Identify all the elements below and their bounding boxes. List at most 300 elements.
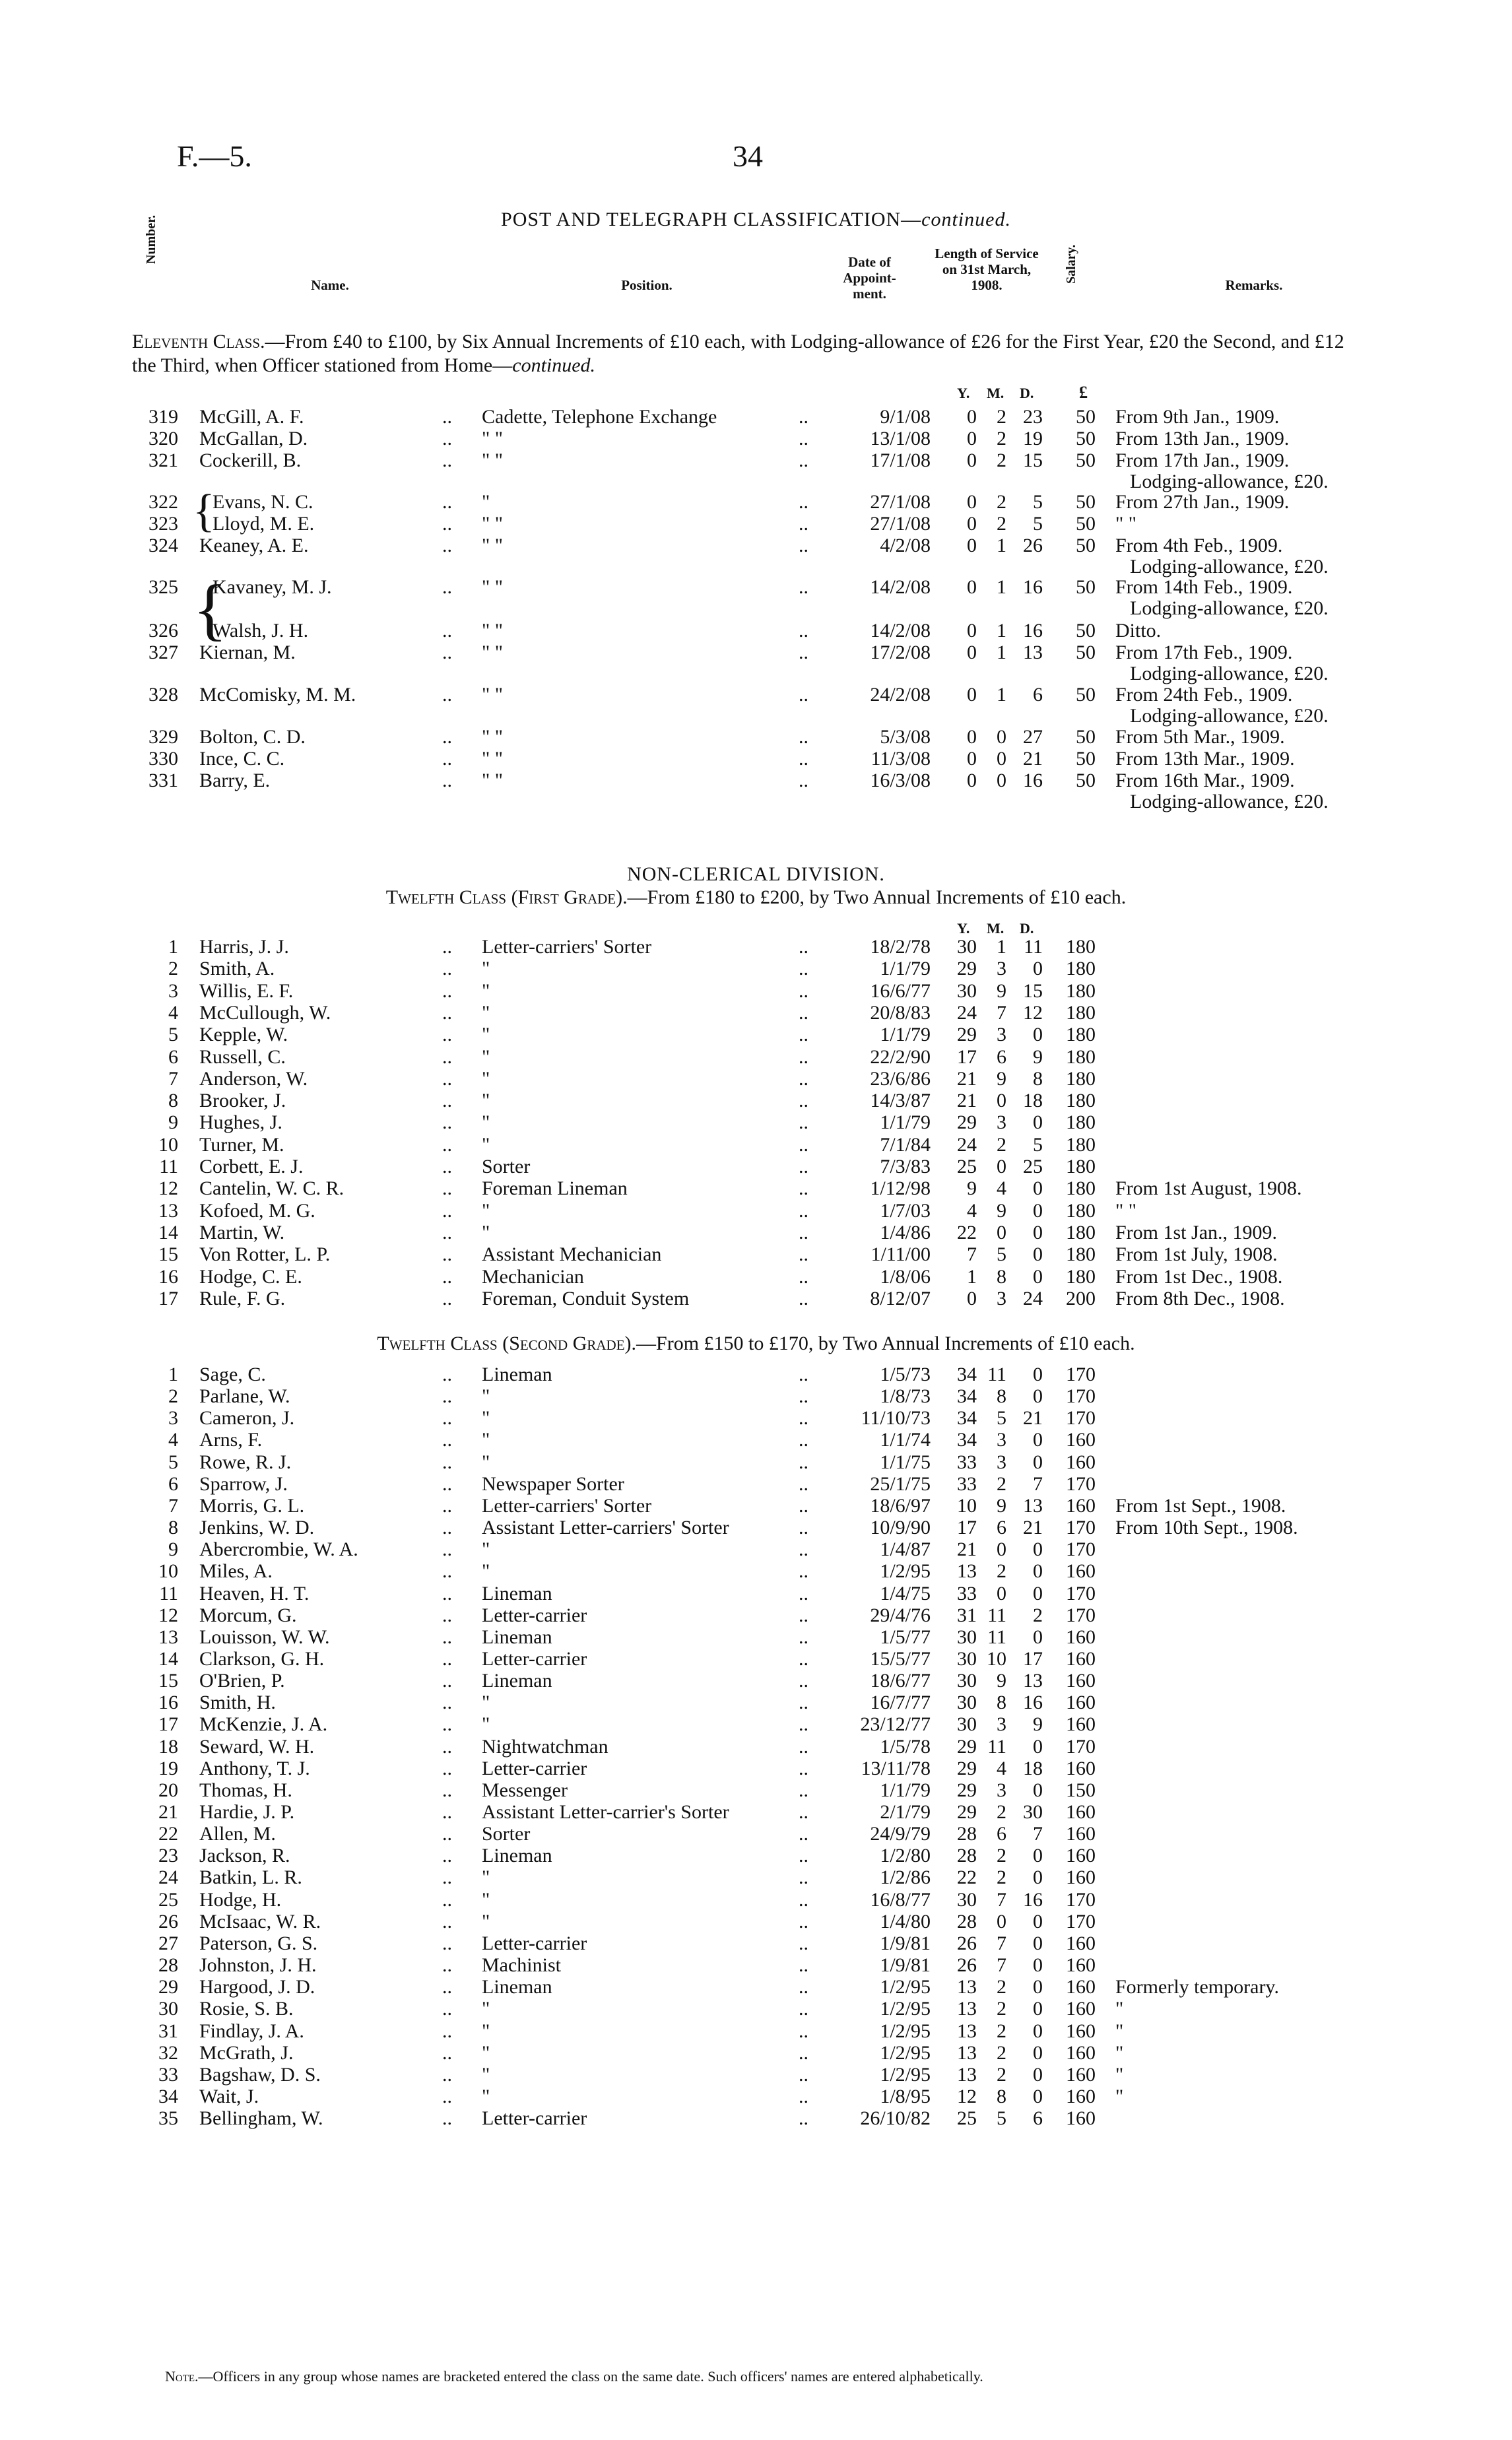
leader-dots: ..	[442, 1757, 452, 1779]
row-salary: 50	[1076, 642, 1096, 663]
row-years: 28	[957, 1910, 977, 1932]
table-row	[0, 1736, 1512, 1758]
row-appointment-date: 18/6/77	[870, 1670, 931, 1692]
table-row	[0, 684, 1512, 727]
row-position: "	[482, 1451, 490, 1473]
row-name: Bellingham, W.	[199, 2107, 323, 2130]
row-months: 11	[987, 1364, 1006, 1385]
table-row	[0, 513, 1512, 535]
leader-dots: ..	[442, 1713, 452, 1736]
row-months: 9	[997, 979, 1006, 1002]
row-months: 2	[997, 449, 1006, 471]
row-number: 32	[158, 2041, 178, 2064]
row-appointment-date: 1/5/73	[880, 1364, 931, 1385]
row-salary: 200	[1066, 1287, 1096, 1309]
row-number: 25	[158, 1888, 178, 1911]
row-years: 13	[957, 2041, 977, 2064]
row-number: 10	[158, 1133, 178, 1156]
row-days: 16	[1023, 620, 1043, 642]
table-row	[0, 1713, 1512, 1735]
leader-dots: ..	[799, 449, 808, 471]
row-years: 0	[967, 449, 977, 471]
row-months: 2	[997, 1560, 1006, 1583]
row-number: 15	[158, 1243, 178, 1266]
row-years: 13	[957, 1976, 977, 1998]
row-months: 0	[997, 770, 1006, 791]
row-position: Sorter	[482, 1823, 531, 1845]
leader-dots: ..	[799, 535, 808, 556]
leader-dots: ..	[442, 513, 452, 535]
table-row	[0, 1998, 1512, 2020]
twelfth-ymd-d: D.	[1020, 920, 1034, 937]
row-appointment-date: 17/2/08	[870, 642, 931, 663]
table-row	[0, 1429, 1512, 1451]
row-days: 0	[1033, 1779, 1043, 1801]
leader-dots: ..	[442, 576, 452, 598]
row-months: 5	[997, 1407, 1006, 1430]
row-years: 25	[957, 2107, 977, 2130]
row-remarks: From 1st Dec., 1908.	[1115, 1265, 1283, 1288]
row-remarks: From 9th Jan., 1909.	[1115, 406, 1280, 428]
eleventh-class-desc: —From £40 to £100, by Six Annual Increments of £10 each, with Lodging-allowance of £26 for the First Year, £20 the Second, and £12 the Third, when Officer stationed from Home—	[132, 331, 1344, 376]
row-name: McGrath, J.	[199, 2041, 294, 2064]
row-salary: 160	[1066, 1670, 1096, 1692]
row-years: 30	[957, 1692, 977, 1714]
page-title	[0, 209, 1512, 231]
row-days: 16	[1023, 576, 1043, 598]
row-position: "	[482, 1866, 490, 1889]
row-name: Cameron, J.	[199, 1407, 295, 1430]
row-appointment-date: 22/2/90	[870, 1045, 931, 1068]
row-position: "	[482, 1133, 490, 1156]
row-name: Hargood, J. D.	[199, 1976, 315, 1998]
row-appointment-date: 16/6/77	[870, 979, 931, 1002]
row-years: 26	[957, 1954, 977, 1977]
row-name: O'Brien, P.	[199, 1670, 285, 1692]
table-row	[0, 936, 1512, 958]
leader-dots: ..	[799, 1472, 808, 1495]
row-years: 22	[957, 1221, 977, 1243]
row-name: Lloyd, M. E.	[213, 513, 315, 535]
row-months: 2	[997, 1133, 1006, 1156]
row-name: Cockerill, B.	[199, 449, 302, 471]
twelfth-first-desc: —From £180 to £200, by Two Annual Increments of £10 each.	[627, 886, 1127, 908]
row-number: 12	[158, 1604, 178, 1626]
row-years: 12	[957, 2085, 977, 2107]
row-name: Allen, M.	[199, 1823, 276, 1845]
row-months: 2	[997, 1472, 1006, 1495]
leader-dots: ..	[799, 2063, 808, 2086]
row-number: 4	[168, 1429, 178, 1451]
row-days: 19	[1023, 428, 1043, 449]
page-number: 34	[733, 139, 763, 173]
leader-dots: ..	[799, 1692, 808, 1714]
row-number: 14	[158, 1221, 178, 1243]
row-position: "	[482, 1888, 490, 1911]
row-salary: 180	[1066, 1067, 1096, 1090]
leader-dots: ..	[442, 1801, 452, 1823]
row-salary: 160	[1066, 2063, 1096, 2086]
row-years: 17	[957, 1045, 977, 1068]
row-months: 8	[997, 1265, 1006, 1288]
row-salary: 160	[1066, 1845, 1096, 1867]
row-salary: 180	[1066, 979, 1096, 1002]
row-appointment-date: 8/12/07	[870, 1287, 931, 1309]
leader-dots: ..	[442, 1976, 452, 1998]
table-row	[0, 406, 1512, 428]
row-years: 29	[957, 1757, 977, 1779]
row-days: 16	[1023, 1692, 1043, 1714]
row-number: 6	[168, 1045, 178, 1068]
row-salary: 160	[1066, 2020, 1096, 2042]
row-years: 0	[967, 406, 977, 428]
row-position: Cadette, Telephone Exchange	[482, 406, 717, 428]
row-days: 21	[1023, 748, 1043, 770]
leader-dots: ..	[442, 1364, 452, 1385]
row-appointment-date: 15/5/77	[870, 1647, 931, 1670]
table-row	[0, 1823, 1512, 1845]
leader-dots: ..	[442, 1888, 452, 1911]
row-salary: 160	[1066, 1692, 1096, 1714]
leader-dots: ..	[442, 1199, 452, 1222]
row-days: 18	[1023, 1757, 1043, 1779]
leader-dots: ..	[799, 642, 808, 663]
row-number: 12	[158, 1177, 178, 1200]
table-row	[0, 1932, 1512, 1954]
leader-dots: ..	[442, 620, 452, 642]
table-row	[0, 1243, 1512, 1265]
row-days: 0	[1033, 2063, 1043, 2086]
row-days: 9	[1033, 1045, 1043, 1068]
row-months: 2	[997, 2063, 1006, 2086]
leader-dots: ..	[442, 428, 452, 449]
row-name: Abercrombie, W. A.	[199, 1538, 358, 1561]
leader-dots: ..	[442, 1243, 452, 1266]
row-years: 29	[957, 1735, 977, 1758]
row-salary: 50	[1076, 620, 1096, 642]
twelfth-second-heading	[0, 1332, 1512, 1356]
row-remarks: From 13th Jan., 1909.	[1115, 428, 1290, 449]
eleventh-ymd-m: M.	[987, 385, 1004, 401]
row-number: 329	[148, 726, 178, 748]
row-remarks: From 17th Feb., 1909.	[1115, 642, 1293, 663]
row-number: 34	[158, 2085, 178, 2107]
row-appointment-date: 1/2/95	[880, 2020, 931, 2042]
row-number: 6	[168, 1472, 178, 1495]
row-days: 11	[1024, 936, 1043, 958]
row-number: 10	[158, 1560, 178, 1583]
table-row	[0, 1845, 1512, 1866]
table-row	[0, 2086, 1512, 2107]
row-years: 29	[957, 1779, 977, 1801]
row-name: Evans, N. C.	[213, 491, 313, 513]
row-days: 0	[1033, 2085, 1043, 2107]
row-remarks-continued: Lodging-allowance, £20.	[1130, 705, 1329, 727]
row-position: "	[482, 1538, 490, 1561]
row-years: 24	[957, 1001, 977, 1024]
twelfth-first-heading	[0, 886, 1512, 909]
row-appointment-date: 7/1/84	[880, 1133, 931, 1156]
leader-dots: ..	[442, 1560, 452, 1583]
row-name: Barry, E.	[199, 770, 271, 791]
row-appointment-date: 14/3/87	[870, 1090, 931, 1112]
row-salary: 160	[1066, 1954, 1096, 1977]
row-remarks: Ditto.	[1115, 620, 1162, 642]
row-name: Morris, G. L.	[199, 1494, 305, 1517]
row-salary: 50	[1076, 770, 1096, 791]
row-appointment-date: 1/4/86	[880, 1221, 931, 1243]
leader-dots: ..	[442, 1954, 452, 1977]
row-years: 0	[967, 684, 977, 706]
row-name: Batkin, L. R.	[199, 1866, 302, 1889]
row-days: 27	[1023, 726, 1043, 748]
row-salary: 160	[1066, 1713, 1096, 1736]
table-row	[0, 1266, 1512, 1288]
row-appointment-date: 1/12/98	[870, 1177, 931, 1200]
row-months: 1	[997, 936, 1006, 958]
leader-dots: ..	[442, 1538, 452, 1561]
row-position: Foreman Lineman	[482, 1177, 628, 1200]
row-position: "	[482, 1199, 490, 1222]
table-row	[0, 1758, 1512, 1779]
leader-dots: ..	[799, 1866, 808, 1889]
footnote-label: Note.	[165, 2368, 199, 2385]
leader-dots: ..	[799, 620, 808, 642]
table-row	[0, 1024, 1512, 1045]
row-salary: 170	[1066, 1735, 1096, 1758]
row-name: Keaney, A. E.	[199, 535, 309, 556]
leader-dots: ..	[799, 1133, 808, 1156]
row-position: Nightwatchman	[482, 1735, 608, 1758]
leader-dots: ..	[799, 1199, 808, 1222]
leader-dots: ..	[442, 958, 452, 980]
row-number: 327	[148, 642, 178, 663]
row-name: Arns, F.	[199, 1429, 263, 1451]
row-name: Kofoed, M. G.	[199, 1199, 315, 1222]
row-days: 16	[1023, 770, 1043, 791]
row-days: 18	[1023, 1090, 1043, 1112]
row-position: Letter-carrier	[482, 1604, 587, 1626]
row-number: 2	[168, 1385, 178, 1408]
row-number: 26	[158, 1910, 178, 1932]
leader-dots: ..	[442, 748, 452, 770]
row-months: 2	[997, 1801, 1006, 1823]
row-months: 9	[997, 1067, 1006, 1090]
twelfth-ymd-m: M.	[987, 920, 1004, 937]
row-number: 11	[159, 1156, 178, 1177]
row-years: 4	[967, 1199, 977, 1222]
row-salary: 180	[1066, 1156, 1096, 1177]
row-months: 2	[997, 1998, 1006, 2020]
row-salary: 180	[1066, 1243, 1096, 1266]
row-months: 0	[997, 748, 1006, 770]
row-number: 7	[168, 1067, 178, 1090]
row-name: Thomas, H.	[199, 1779, 292, 1801]
row-months: 11	[987, 1604, 1006, 1626]
row-appointment-date: 1/5/77	[880, 1626, 931, 1648]
row-number: 23	[158, 1845, 178, 1867]
leader-dots: ..	[799, 576, 808, 598]
row-days: 0	[1033, 1910, 1043, 1932]
table-row	[0, 2020, 1512, 2042]
row-name: Harris, J. J.	[199, 936, 289, 958]
row-position: Assistant Mechanician	[482, 1243, 662, 1266]
row-appointment-date: 9/1/08	[880, 406, 931, 428]
row-number: 22	[158, 1823, 178, 1845]
leader-dots: ..	[799, 1067, 808, 1090]
row-years: 10	[957, 1494, 977, 1517]
leader-dots: ..	[799, 428, 808, 449]
row-months: 2	[997, 406, 1006, 428]
leader-dots: ..	[799, 1647, 808, 1670]
row-position: "	[482, 958, 490, 980]
leader-dots: ..	[799, 1976, 808, 1998]
row-number: 4	[168, 1001, 178, 1024]
leader-dots: ..	[442, 1385, 452, 1408]
leader-dots: ..	[442, 1626, 452, 1648]
row-number: 13	[158, 1199, 178, 1222]
footnote	[165, 2368, 983, 2385]
row-name: Wait, J.	[199, 2085, 259, 2107]
leader-dots: ..	[442, 491, 452, 513]
row-days: 8	[1033, 1067, 1043, 1090]
leader-dots: ..	[442, 1604, 452, 1626]
row-name: Walsh, J. H.	[213, 620, 309, 642]
row-salary: 170	[1066, 1888, 1096, 1911]
row-months: 9	[997, 1670, 1006, 1692]
leader-dots: ..	[442, 1998, 452, 2020]
column-header-remarks: Remarks.	[1225, 277, 1283, 293]
row-number: 16	[158, 1265, 178, 1288]
row-position: Lineman	[482, 1976, 552, 1998]
row-position: " "	[482, 513, 503, 535]
row-months: 11	[987, 1735, 1006, 1758]
row-number: 31	[158, 2020, 178, 2042]
leader-dots: ..	[442, 449, 452, 471]
leader-dots: ..	[442, 1670, 452, 1692]
row-remarks: From 8th Dec., 1908.	[1115, 1287, 1285, 1309]
row-months: 3	[997, 1451, 1006, 1473]
leader-dots: ..	[799, 1932, 808, 1954]
row-remarks: From 10th Sept., 1908.	[1115, 1517, 1298, 1539]
row-months: 3	[997, 1779, 1006, 1801]
row-number: 5	[168, 1024, 178, 1046]
row-position: Lineman	[482, 1364, 552, 1385]
leader-dots: ..	[799, 936, 808, 958]
row-days: 5	[1033, 491, 1043, 513]
row-salary: 50	[1076, 576, 1096, 598]
row-years: 34	[957, 1364, 977, 1385]
row-months: 0	[997, 1582, 1006, 1604]
row-days: 0	[1033, 1626, 1043, 1648]
row-appointment-date: 1/1/75	[880, 1451, 931, 1473]
row-months: 3	[997, 1024, 1006, 1046]
leader-dots: ..	[442, 1221, 452, 1243]
row-years: 1	[967, 1265, 977, 1288]
row-appointment-date: 11/3/08	[871, 748, 931, 770]
row-appointment-date: 1/4/75	[880, 1582, 931, 1604]
row-position: " "	[482, 428, 503, 449]
row-months: 3	[997, 1713, 1006, 1736]
row-position: Lineman	[482, 1626, 552, 1648]
leader-dots: ..	[799, 1670, 808, 1692]
row-name: Willis, E. F.	[199, 979, 294, 1002]
row-salary: 50	[1076, 449, 1096, 471]
leader-dots: ..	[799, 979, 808, 1002]
leader-dots: ..	[442, 406, 452, 428]
row-name: Rowe, R. J.	[199, 1451, 292, 1473]
column-header-date: Date of Appoint-ment.	[843, 254, 896, 302]
leader-dots: ..	[442, 1472, 452, 1495]
row-appointment-date: 1/1/74	[880, 1429, 931, 1451]
leader-dots: ..	[799, 1604, 808, 1626]
row-name: Paterson, G. S.	[199, 1932, 318, 1954]
row-number: 29	[158, 1976, 178, 1998]
leader-dots: ..	[799, 1954, 808, 1977]
row-years: 24	[957, 1133, 977, 1156]
leader-dots: ..	[799, 491, 808, 513]
row-days: 5	[1033, 1133, 1043, 1156]
row-number: 30	[158, 1998, 178, 2020]
row-appointment-date: 14/2/08	[870, 620, 931, 642]
row-months: 0	[997, 1090, 1006, 1112]
row-days: 15	[1023, 979, 1043, 1002]
row-appointment-date: 24/2/08	[870, 684, 931, 706]
table-row	[0, 1583, 1512, 1604]
leader-dots: ..	[799, 1517, 808, 1539]
row-name: Louisson, W. W.	[199, 1626, 330, 1648]
row-appointment-date: 27/1/08	[870, 491, 931, 513]
row-salary: 150	[1066, 1779, 1096, 1801]
leader-dots: ..	[442, 2041, 452, 2064]
leader-dots: ..	[799, 1713, 808, 1736]
row-years: 0	[967, 642, 977, 663]
row-days: 15	[1023, 449, 1043, 471]
row-position: "	[482, 2041, 490, 2064]
leader-dots: ..	[442, 1429, 452, 1451]
leader-dots: ..	[799, 1735, 808, 1758]
row-days: 0	[1033, 1243, 1043, 1266]
row-appointment-date: 13/1/08	[870, 428, 931, 449]
leader-dots: ..	[442, 1265, 452, 1288]
row-appointment-date: 1/2/80	[880, 1845, 931, 1867]
row-remarks: From 27th Jan., 1909.	[1115, 491, 1290, 513]
table-row	[0, 1801, 1512, 1823]
table-row	[0, 1495, 1512, 1517]
row-number: 11	[159, 1582, 178, 1604]
row-days: 13	[1023, 1494, 1043, 1517]
row-position: Letter-carriers' Sorter	[482, 1494, 652, 1517]
row-position: "	[482, 2020, 490, 2042]
leader-dots: ..	[442, 1823, 452, 1845]
row-months: 3	[997, 958, 1006, 980]
row-months: 11	[987, 1626, 1006, 1648]
row-salary: 50	[1076, 748, 1096, 770]
row-name: Heaven, H. T.	[199, 1582, 310, 1604]
row-number: 323	[148, 513, 178, 535]
row-years: 30	[957, 936, 977, 958]
row-appointment-date: 26/10/82	[860, 2107, 931, 2130]
row-days: 0	[1033, 1221, 1043, 1243]
row-days: 0	[1033, 1364, 1043, 1385]
row-months: 7	[997, 1888, 1006, 1911]
leader-dots: ..	[799, 2085, 808, 2107]
leader-dots: ..	[799, 684, 808, 706]
row-name: Rule, F. G.	[199, 1287, 286, 1309]
row-number: 13	[158, 1626, 178, 1648]
table-row	[0, 1407, 1512, 1429]
leader-dots: ..	[799, 1538, 808, 1561]
